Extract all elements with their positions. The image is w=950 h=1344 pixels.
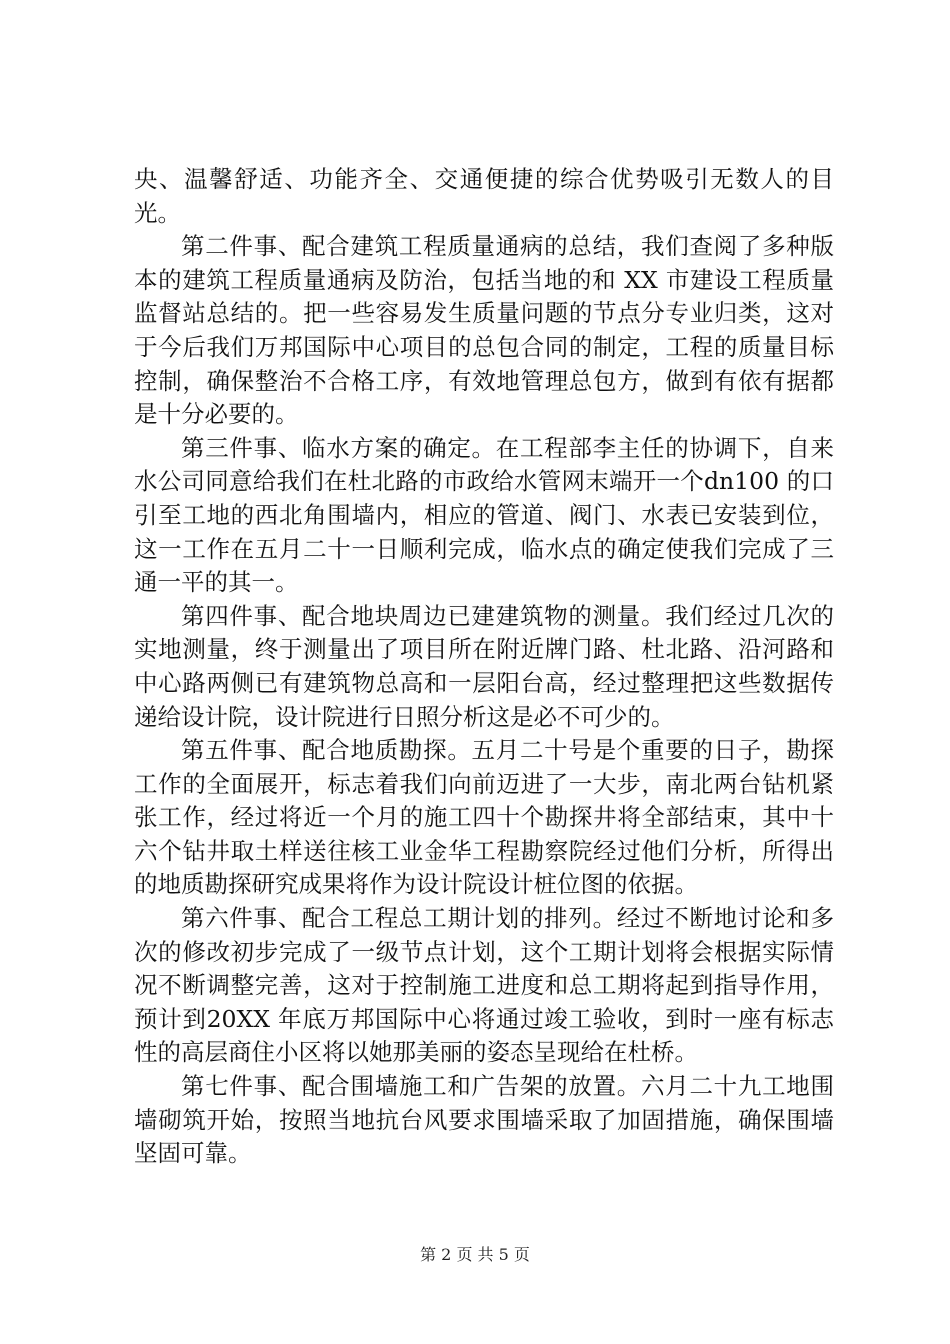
paragraph-continuation: 央、温馨舒适、功能齐全、交通便捷的综合优势吸引无数人的目光。: [134, 165, 834, 227]
paragraph-item-2: 第二件事、配合建筑工程质量通病的总结，我们查阅了多种版本的建筑工程质量通病及防治，包括当地的和 XX 市建设工程质量监督站总结的。把一些容易发生质量问题的节点分专业归类，这对于今后我们万邦国际中心项目的总包合同的制定，工程的质量目标控制，确保整治不合格工序，有效地管理总包方，做到有依有据都是十分必要的。: [134, 232, 834, 429]
page-footer: [0, 1242, 950, 1265]
paragraph-item-3: 第三件事、临水方案的确定。在工程部李主任的协调下，自来水公司同意给我们在杜北路的市政给水管网末端开一个dn100 的口引至工地的西北角围墙内，相应的管道、阀门、水表已安装到位，这一工作在五月二十一日顺利完成，临水点的确定使我们完成了三通一平的其一。: [134, 433, 834, 597]
paragraph-item-7: 第七件事、配合围墙施工和广告架的放置。六月二十九工地围墙砌筑开始，按照当地抗台风要求围墙采取了加固措施，确保围墙坚固可靠。: [134, 1072, 834, 1168]
paragraph-item-6: 第六件事、配合工程总工期计划的排列。经过不断地讨论和多次的修改初步完成了一级节点计划，这个工期计划将会根据实际情况不断调整完善，这对于控制施工进度和总工期将起到指导作用，预计到20XX 年底万邦国际中心将通过竣工验收，到时一座有标志性的高层商住小区将以她那美丽的姿态呈现给在杜桥。: [134, 904, 834, 1067]
document-body: [134, 163, 834, 1171]
paragraph-item-4: 第四件事、配合地块周边已建建筑物的测量。我们经过几次的实地测量，终于测量出了项目所在附近牌门路、杜北路、沿河路和中心路两侧已有建筑物总高和一层阳台高，经过整理把这些数据传递给设计院，设计院进行日照分析这是必不可少的。: [134, 601, 834, 731]
page-number-label: 第 2 页 共 5 页: [420, 1245, 530, 1264]
paragraph-item-5: 第五件事、配合地质勘探。五月二十号是个重要的日子，勘探工作的全面展开，标志着我们向前迈进了一大步，南北两台钻机紧张工作，经过将近一个月的施工四十个勘探井将全部结束，其中十六个钻井取土样送往核工业金华工程勘察院经过他们分析，所得出的地质勘探研究成果将作为设计院设计桩位图的依据。: [134, 736, 834, 899]
